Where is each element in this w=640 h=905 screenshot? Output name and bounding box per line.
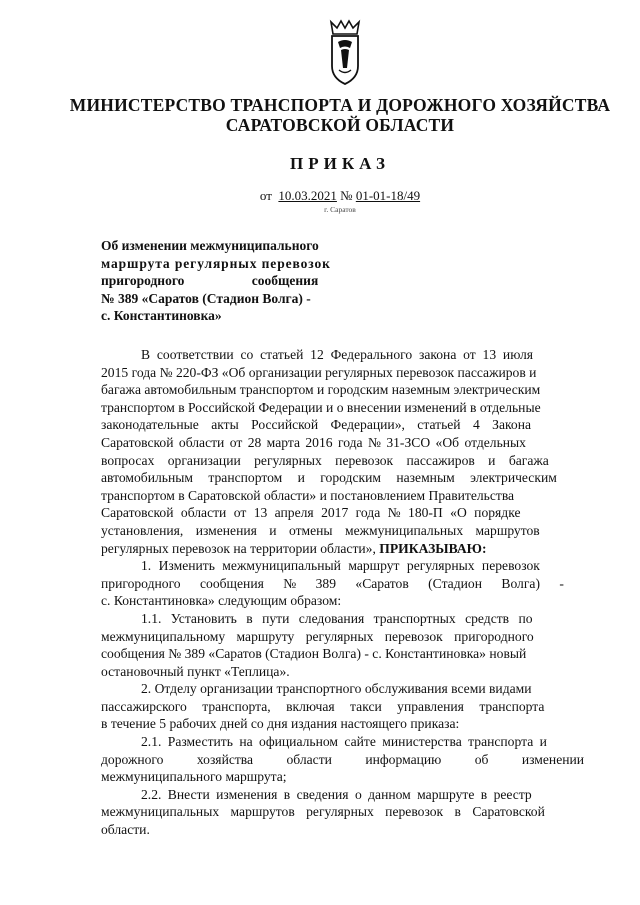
body-line: вопросах организации регулярных перевозок пассажиров и багажа xyxy=(101,452,549,468)
order-number: 01-01-18/49 xyxy=(355,188,421,203)
number-prefix: № xyxy=(340,188,353,203)
body-line xyxy=(101,540,598,558)
item-line: межмуниципальному маршруту регулярных перевозок пригородного xyxy=(101,628,534,644)
item-line: пригородного сообщения № 389 «Саратов (Стадион Волга) - xyxy=(101,575,564,591)
subject-line: № 389 «Саратов (Стадион Волга) - xyxy=(101,290,311,306)
body-line: законодательные акты Российской Федерации», статьей 4 Закона xyxy=(101,417,532,433)
item-line: 1.1. Установить в пути следования транспортных средств по xyxy=(141,610,533,626)
body-line: Саратовской области от 28 марта 2016 года № 31-ЗСО «Об отдельных xyxy=(101,434,526,450)
body-line: В соответствии со статьей 12 Федерального закона от 13 июля xyxy=(141,347,534,362)
order-body xyxy=(101,346,598,839)
item-line: 2. Отделу организации транспортного обслуживания всеми видами xyxy=(141,681,532,697)
item-line: сообщения № 389 «Саратов (Стадион Волга) - с. Константиновка» новый xyxy=(101,646,527,662)
item-line: остановочный пункт «Теплица». xyxy=(101,663,290,679)
body-line: установления, изменения и отмены межмуниципальных маршрутов xyxy=(101,522,540,538)
subject-line: пригородного сообщения xyxy=(101,273,319,288)
body-line: 2015 года № 220-ФЗ «Об организации регулярных перевозок пассажиров и xyxy=(101,364,537,380)
item-line: 2.1. Разместить на официальном сайте министерства транспорта и xyxy=(141,734,547,750)
order-word: ПРИКАЗЫВАЮ: xyxy=(379,540,487,556)
ministry-name-line1: МИНИСТЕРСТВО ТРАНСПОРТА И ДОРОЖНОГО ХОЗЯЙСТВА xyxy=(69,95,611,115)
item-line: дорожного хозяйства области информацию об изменении xyxy=(101,751,585,767)
item-line: межмуниципального маршрута; xyxy=(101,769,287,785)
subject-line: Об изменении межмуниципального xyxy=(101,238,319,253)
order-subject xyxy=(101,237,357,325)
body-line: автомобильным транспортом и городским наземным электрическим xyxy=(101,470,557,486)
item-line: в течение 5 рабочих дней со дня издания настоящего приказа: xyxy=(101,716,460,732)
item-line: 1. Изменить межмуниципальный маршрут регулярных перевозок xyxy=(141,558,540,574)
subject-line: с. Константиновка» xyxy=(101,308,222,323)
order-city: г. Саратов xyxy=(324,205,356,214)
coat-of-arms-icon xyxy=(328,18,362,86)
item-line: пассажирского транспорта, включая такси управления транспорта xyxy=(101,698,545,714)
subject-line: маршрута регулярных перевозок xyxy=(101,255,331,271)
item-line: 2.2. Внести изменения в сведения о данном маршруте в реестр xyxy=(141,786,532,802)
order-date: 10.03.2021 xyxy=(278,188,337,203)
item-line: с. Константиновка» следующим образом: xyxy=(101,593,342,609)
order-title: ПРИКАЗ xyxy=(290,154,390,173)
ministry-name-line2: САРАТОВСКОЙ ОБЛАСТИ xyxy=(225,115,455,135)
date-prefix: от xyxy=(259,188,272,203)
order-date-number xyxy=(40,188,640,204)
body-line: Саратовской области от 13 апреля 2017 года № 180-П «О порядке xyxy=(101,505,521,521)
item-line: межмуниципальных маршрутов регулярных перевозок в Саратовской xyxy=(101,804,545,820)
body-line: транспортом в Российской Федерации и о внесении изменений в отдельные xyxy=(101,399,541,415)
item-line: области. xyxy=(101,822,150,838)
body-line: багажа автомобильным транспортом и городским наземным электрическим xyxy=(101,382,541,398)
body-line-text: регулярных перевозок на территории области», xyxy=(101,540,376,556)
body-line: транспортом в Саратовской области» и постановлением Правительства xyxy=(101,487,515,503)
